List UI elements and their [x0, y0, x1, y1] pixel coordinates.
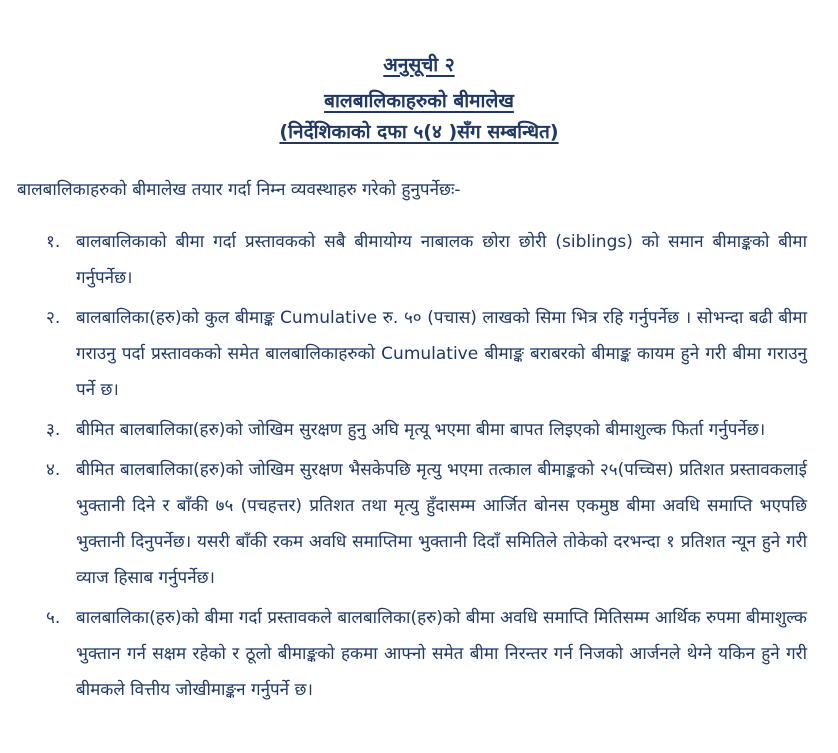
document-subtitle [0, 88, 838, 114]
document-reference [0, 119, 838, 145]
document-reference-text: (निर्देशिकाको दफा ५(४ )सँग सम्बन्धित) [279, 121, 559, 143]
list-item [0, 452, 838, 596]
document-title [0, 52, 838, 78]
list-item [0, 412, 838, 448]
list-item [0, 224, 838, 296]
list-item-number: ३. [46, 420, 61, 440]
document-subtitle-text: बालबालिकाहरुको बीमालेख [324, 90, 514, 112]
list-item-number: २. [46, 308, 61, 328]
provisions-list [0, 224, 838, 712]
list-item-text: बालबालिका(हरु)को कुल बीमाङ्क Cumulative रु. ५० (पचास) लाखको सिमा भित्र रहि गर्नुपर्नेछ । सोभन्दा बढी बीमा गराउनु पर्दा प्रस्तावकको समेत बालबालिकाहरुको Cumulative बीमाङ्क बराबरको बीमाङ्क कायम हुने गरी बीमा गराउनु पर्ने छ। [76, 308, 807, 400]
list-item-number: १. [46, 232, 61, 252]
list-item [0, 300, 838, 408]
list-item-number: ५. [46, 608, 61, 628]
list-item-number: ४. [46, 460, 61, 480]
document-title-text: अनुसूची २ [383, 54, 455, 76]
list-item [0, 600, 838, 708]
list-item-text: बीमित बालबालिका(हरु)को जोखिम सुरक्षण भैसकेपछि मृत्यु भएमा तत्काल बीमाङ्कको २५(पच्चिस) प्रतिशत प्रस्तावकलाई भुक्तानी दिने र बाँकी ७५ (पचहत्तर) प्रतिशत तथा मृत्यु हुँदासम्म आर्जित बोनस एकमुष्ठ बीमा अवधि समाप्ति भएपछि भुक्तानी दिनुपर्नेछ। यसरी बाँकी रकम अवधि समाप्तिमा भुक्तानी दिदाँ समितिले तोकेको दरभन्दा १ प्रतिशत न्यून हुने गरी व्याज हिसाब गर्नुपर्नेछ। [76, 460, 807, 588]
intro-paragraph: बालबालिकाहरुको बीमालेख तयार गर्दा निम्न व्यवस्थाहरु गरेको हुनुपर्नेछः- [17, 180, 461, 200]
list-item-text: बालबालिकाको बीमा गर्दा प्रस्तावकको सबै बीमायोग्य नाबालक छोरा छोरी (siblings) को समान बीमाङ्कको बीमा गर्नुपर्नेछ। [76, 232, 807, 288]
list-item-text: बालबालिका(हरु)को बीमा गर्दा प्रस्तावकले बालबालिका(हरु)को बीमा अवधि समाप्ति मितिसम्म आर्थिक रुपमा बीमाशुल्क भुक्तान गर्न सक्षम रहेको र ठूलो बीमाङ्कको हकमा आफ्नो समेत बीमा निरन्तर गर्न निजको आर्जनले थेग्ने यकिन हुने गरी बीमकले वित्तीय जोखीमाङ्कन गर्नुपर्ने छ। [76, 608, 807, 700]
list-item-text: बीमित बालबालिका(हरु)को जोखिम सुरक्षण हुनु अघि मृत्यू भएमा बीमा बापत लिइएको बीमाशुल्क फिर्ता गर्नुपर्नेछ। [76, 420, 766, 440]
